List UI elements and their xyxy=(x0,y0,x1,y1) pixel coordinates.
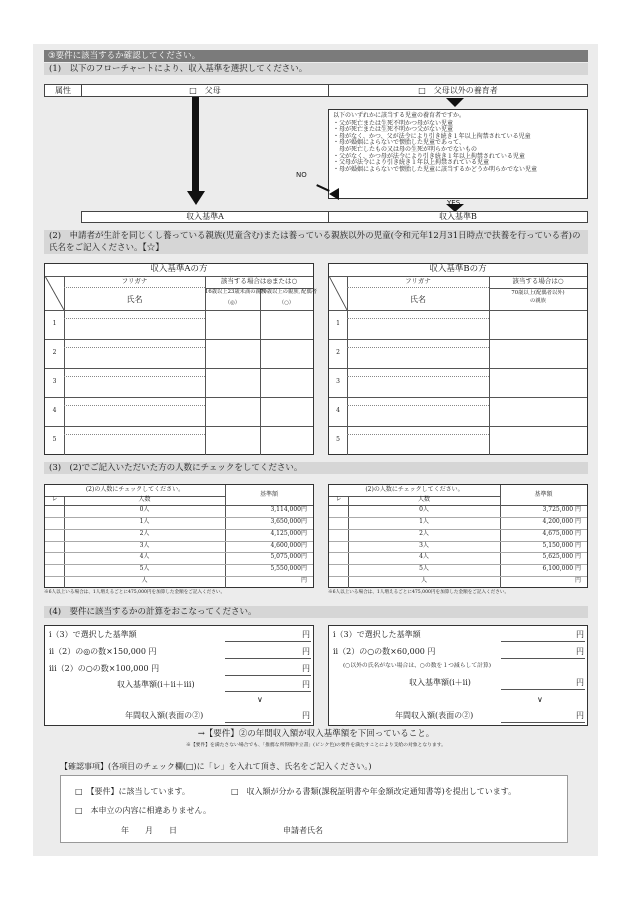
confirm-truth-checkbox[interactable]: □ 本申立の内容に相違ありません。 xyxy=(75,806,212,815)
row-number: 5 xyxy=(52,436,57,443)
count-people: 1人 xyxy=(419,517,429,525)
count-a-note: ※6人以上いる場合は、1人増えるごとに475,000円を加算した金額をご記入ください。 xyxy=(44,590,226,595)
criteria-b-cell xyxy=(328,211,588,223)
count-b-check-header: レ xyxy=(335,496,342,503)
count-people: 2人 xyxy=(419,529,429,537)
count-base-amount: 3,650,000円 xyxy=(270,517,307,525)
count-people: 0人 xyxy=(139,506,150,513)
count-a-head: (2)の人数にチェックしてください。 xyxy=(85,486,185,493)
criteria-a-label: 収入基準A xyxy=(186,212,224,221)
condition-item: ・父がなく、かつ母が法令により引き続き１年以上拘禁されている児童 xyxy=(333,152,525,160)
calc-b-annual-field[interactable] xyxy=(501,722,585,723)
calc-a-total-label: 収入基準額(i＋ii＋iii) xyxy=(117,680,195,689)
row-number: 1 xyxy=(52,320,57,327)
count-base-amount: 3,114,000円 xyxy=(270,506,307,513)
yen-unit: 円 xyxy=(302,664,310,673)
row-number: 4 xyxy=(52,407,57,414)
table-a-furigana: フリガナ xyxy=(121,277,148,285)
count-base-amount: 4,200,000 円 xyxy=(542,517,581,525)
yen-unit: 円 xyxy=(576,647,584,656)
yen-unit: 円 xyxy=(576,630,584,639)
calc-b-ge: ∨ xyxy=(537,695,543,704)
condition-item: 母が死亡したもの又は母の生死が明らかでないもの xyxy=(333,145,478,153)
count-base-amount: 5,075,000円 xyxy=(270,553,307,561)
count-b-people-header: 人数 xyxy=(417,496,430,503)
yen-unit: 円 xyxy=(302,711,310,720)
count-a-base-header: 基準額 xyxy=(259,491,278,498)
parents-option[interactable] xyxy=(81,84,329,97)
conditions-box xyxy=(328,109,588,199)
count-base-amount: 4,125,000円 xyxy=(270,529,307,537)
calc-b-i-label: i（3）で選択した基準額 xyxy=(333,630,421,639)
applicant-name-label: 申請者氏名 xyxy=(283,826,323,835)
table-a-applicable: 該当する場合は◎または○ xyxy=(220,277,298,285)
condition-item: ・母がなく、かつ、父が法令により引き続き１年以上拘禁されている児童 xyxy=(333,132,531,140)
count-checkbox[interactable] xyxy=(329,517,348,529)
count-base-amount: 円 xyxy=(574,577,581,585)
calc-a-ii-label: ii（2）の◎の数×150,000 円 xyxy=(49,647,157,656)
yen-unit: 円 xyxy=(576,711,584,720)
count-checkbox[interactable] xyxy=(45,541,64,553)
calc-a-total-field[interactable] xyxy=(225,691,311,692)
calc-box-a xyxy=(44,625,314,726)
count-checkbox[interactable] xyxy=(329,505,348,517)
count-checkbox[interactable] xyxy=(45,576,64,588)
conditions-intro: 以下のいずれかに該当する児童の養育者ですか。 xyxy=(333,112,466,119)
count-base-amount: 5,150,000 円 xyxy=(542,541,581,549)
arrow-down-a-icon xyxy=(187,191,205,205)
arrow-shaft-a xyxy=(192,97,199,192)
table-b-col1: 70歳以上(配偶者以外) xyxy=(511,290,565,296)
table-a-name-header: 氏名 xyxy=(126,295,143,304)
calc-b-i-field[interactable] xyxy=(501,641,585,642)
count-b-head: (2)の人数にチェックしてください。 xyxy=(365,486,464,493)
count-a-check-header: レ xyxy=(51,496,58,503)
count-people: 5人 xyxy=(139,565,150,573)
count-people: 2人 xyxy=(139,529,150,537)
calc-b-annual-label: 年間収入額(表面の②) xyxy=(395,711,474,720)
no-label: NO xyxy=(296,171,307,179)
attribute-label: 属性 xyxy=(55,86,71,95)
yen-unit: 円 xyxy=(302,680,310,689)
table-a-col2: 70歳以上の親族､配偶者 xyxy=(260,289,318,295)
calc-a-i-label: i（3）で選択した基準額 xyxy=(49,630,137,639)
count-people: 3人 xyxy=(419,541,429,549)
calc-a-ge: ∨ xyxy=(257,695,263,704)
count-table-a xyxy=(44,484,314,588)
row-number: 3 xyxy=(52,378,57,385)
calc-a-annual-label: 年間収入額(表面の②) xyxy=(125,711,204,720)
criteria-b-label: 収入基準B xyxy=(439,212,477,221)
household-table-a xyxy=(44,263,318,455)
count-base-amount: 6,100,000 円 xyxy=(542,565,581,573)
count-people: 4人 xyxy=(139,553,150,561)
condition-item: ・父母が法令により引き続き１年以上拘禁されている児童 xyxy=(333,159,490,167)
count-base-amount: 4,600,000円 xyxy=(270,541,307,549)
count-base-amount: 3,725,000 円 xyxy=(542,506,581,513)
calc-box-b xyxy=(328,625,588,726)
table-b-title: 収入基準Bの方 xyxy=(429,264,487,274)
count-people: 5人 xyxy=(419,565,429,573)
yes-label: YES xyxy=(447,199,461,207)
calc-a-annual-field[interactable] xyxy=(225,722,311,723)
other-guardian-checkbox-label: □ 父母以外の養育者 xyxy=(418,86,498,95)
count-checkbox[interactable] xyxy=(329,541,348,553)
row-number: 5 xyxy=(336,436,340,443)
count-people: 3人 xyxy=(139,541,150,549)
count-checkbox[interactable] xyxy=(45,552,64,564)
count-base-amount: 5,550,000円 xyxy=(270,565,307,573)
condition-item: ・母が死亡または生死不明かつ父がない児童 xyxy=(333,126,454,134)
criteria-a-cell xyxy=(81,211,329,223)
question-4: (4) 要件に該当するかの計算をおこなってください。 xyxy=(44,606,588,618)
date-field[interactable]: 年 月 日 xyxy=(121,826,177,835)
calc-b-total-label: 収入基準額(i＋ii) xyxy=(409,678,471,687)
diagonal-cell xyxy=(329,276,347,310)
confirm-box xyxy=(60,775,568,843)
count-checkbox[interactable] xyxy=(329,564,348,576)
count-checkbox[interactable] xyxy=(45,505,64,517)
confirm-requirement-checkbox[interactable]: □ 【要件】に該当しています。 xyxy=(75,787,190,796)
count-b-note: ※6人以上いる場合は、1人増えるごとに475,000円を加算した金額をご記入ください。 xyxy=(328,590,510,595)
row-number: 2 xyxy=(336,349,340,356)
count-people: 0人 xyxy=(419,506,429,513)
count-checkbox[interactable] xyxy=(329,529,348,541)
count-b-base-header: 基準額 xyxy=(534,491,553,498)
yen-unit: 円 xyxy=(302,630,310,639)
other-guardian-option[interactable] xyxy=(328,84,588,97)
table-b-name-header: 氏名 xyxy=(410,295,426,304)
table-a-col1-mark: （◎） xyxy=(224,300,241,306)
calc-a-iii-field[interactable] xyxy=(225,675,311,676)
condition-item: ・父が死亡または生死不明かつ母がない児童 xyxy=(333,119,454,127)
count-checkbox[interactable] xyxy=(45,529,64,541)
count-checkbox[interactable] xyxy=(45,517,64,529)
requirement-note: ※【要件】を満たさない場合でも、「推薦な所得額申立書」(ピンク色)の要件を満たすことにより支給の対象となります。 xyxy=(186,743,446,748)
calc-a-i-field[interactable] xyxy=(225,641,311,642)
row-number: 3 xyxy=(336,378,340,385)
row-number: 2 xyxy=(52,349,57,356)
attribute-label-cell xyxy=(44,84,82,97)
table-a-title: 収入基準Aの方 xyxy=(150,264,208,274)
row-divider xyxy=(329,576,587,577)
table-a-col1: 16歳以上23歳未満の親族 xyxy=(205,289,267,295)
confirm-title: 【確認事項】(各項目のチェック欄(□)に「レ」を入れて頂き、氏名をご記入ください。) xyxy=(60,762,372,771)
row-number: 4 xyxy=(336,407,340,414)
count-checkbox[interactable] xyxy=(329,576,348,588)
calc-b-ii-field[interactable] xyxy=(501,658,585,659)
table-b-col1-sub: の親族 xyxy=(530,298,546,304)
yen-unit: 円 xyxy=(576,678,584,687)
count-a-people-header: 人数 xyxy=(138,496,151,503)
requirement-text: →【要件】②の年間収入額が収入基準額を下回っていること。 xyxy=(197,729,435,739)
row-number: 1 xyxy=(336,320,340,327)
count-checkbox[interactable] xyxy=(329,552,348,564)
calc-a-iii-label: iii（2）の○の数×100,000 円 xyxy=(49,664,160,673)
count-people: 4人 xyxy=(419,553,429,561)
count-people: 人 xyxy=(141,577,148,585)
condition-item: ・母が婚姻によらないで懐胎した児童であって、 xyxy=(333,139,465,147)
table-b-applicable: 該当する場合は○ xyxy=(512,277,564,285)
count-people: 人 xyxy=(420,577,427,585)
calc-b-ii-label: ii（2）の○の数×60,000 円 xyxy=(333,647,436,656)
parents-checkbox-label: □ 父母 xyxy=(189,86,221,95)
arrow-left-icon xyxy=(329,188,339,200)
arrow-down-icon xyxy=(446,98,464,107)
table-b-furigana: フリガナ xyxy=(405,277,431,285)
question-3: (3) (2)でご記入いただいた方の人数にチェックをしてください。 xyxy=(44,462,588,474)
calc-a-ii-field[interactable] xyxy=(225,658,311,659)
calc-b-total-field[interactable] xyxy=(501,689,585,690)
count-people: 1人 xyxy=(139,517,150,525)
table-a-col2-mark: （○） xyxy=(278,300,295,306)
count-table-b xyxy=(328,484,588,588)
condition-item: ・母が婚姻によらないで懐胎した児童に該当するかどうか明らかでない児童 xyxy=(333,165,538,173)
confirm-documents-checkbox[interactable]: □ 収入額が分かる書類(課税証明書や年金額改定通知書等)を提出しています。 xyxy=(231,787,517,796)
calc-b-note: (○以外の氏名がない場合は、○の数を１つ減らして計算) xyxy=(343,663,491,669)
yen-unit: 円 xyxy=(302,647,310,656)
count-base-amount: 5,625,000 円 xyxy=(542,553,581,561)
section-header: ③要件に該当するか確認してください。 xyxy=(44,50,588,62)
count-base-amount: 円 xyxy=(300,577,307,585)
question-1: (1) 以下のフローチャートにより、収入基準を選択してください。 xyxy=(44,63,588,75)
row-divider xyxy=(45,576,313,577)
household-table-b xyxy=(328,263,588,455)
count-base-amount: 4,675,000 円 xyxy=(542,529,581,537)
question-2: (2) 申請者が生計を同じくし養っている親族(児童含む)または養っている親族以外の児童(令和元年12月31日時点で扶養を行っている者)の氏名をご記入ください。【☆】 xyxy=(44,230,588,254)
diagonal-cell xyxy=(45,276,64,310)
count-checkbox[interactable] xyxy=(45,564,64,576)
